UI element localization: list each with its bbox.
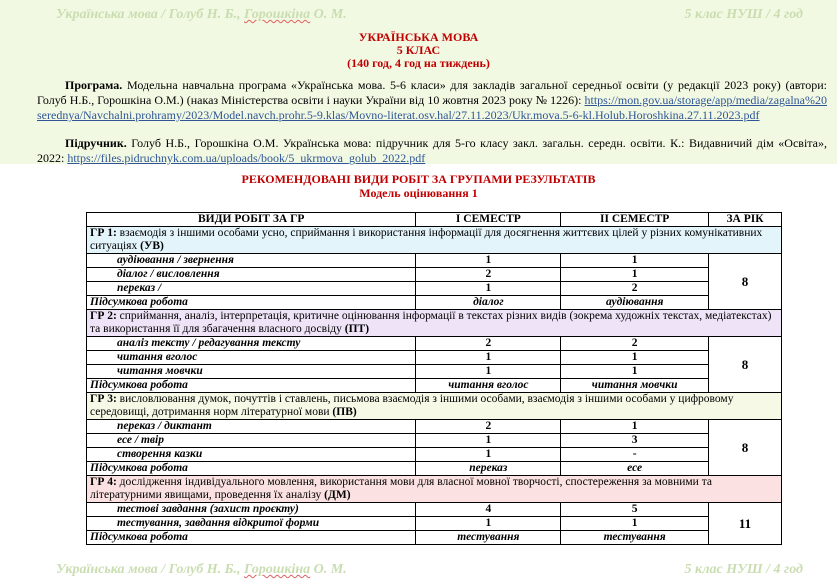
total-label: Підсумкова робота [87, 531, 416, 545]
program-paragraph [37, 78, 827, 123]
semester1-cell: 2 [416, 337, 561, 351]
work-type-cell: читання мовчки [87, 365, 416, 379]
table-row [87, 268, 782, 282]
work-type-cell: аудіювання / звернення [87, 254, 416, 268]
semester1-cell: 4 [416, 503, 561, 517]
semester1-cell: 1 [416, 517, 561, 531]
semester1-cell: 1 [416, 434, 561, 448]
program-text: Модельна навчальна програма «Українська мова. 5-6 класи» для закладів загальної середньої освіти (у редакції 2023 року) (автори: Голуб Н.Б., Горошкіна О.М.) (наказ Міністерства освіти і науки України від 10 жовтня 2023 року № 1226): [37, 78, 827, 107]
table-row [87, 365, 782, 379]
textbook-text: Голуб Н.Б., Горошкіна О.М. Українська мова: підручник для 5-го класу закл. загальн. середн. освіти. К.: Видавничий дім «Освіта», 2022: [37, 136, 827, 165]
table-row [87, 337, 782, 351]
total-row [87, 462, 782, 476]
total-semester2: тестування [561, 531, 709, 545]
work-type-cell: діалог / висловлення [87, 268, 416, 282]
work-type-cell: тестування, завдання відкритої форми [87, 517, 416, 531]
work-type-cell: аналіз тексту / редагування тексту [87, 337, 416, 351]
results-table [86, 212, 782, 545]
semester1-cell: 1 [416, 351, 561, 365]
table-header-row [87, 213, 782, 227]
work-type-cell: есе / твір [87, 434, 416, 448]
semester1-cell: 1 [416, 254, 561, 268]
year-total-cell: 11 [709, 503, 782, 545]
semester1-cell: 2 [416, 268, 561, 282]
total-row [87, 296, 782, 310]
textbook-link[interactable]: https://files.pidruchnyk.com.ua/uploads/book/5_ukrmova_golub_2022.pdf [67, 151, 426, 165]
table-header-cell: ВИДИ РОБІТ ЗА ГР [87, 213, 416, 227]
total-semester1: читання вголос [416, 379, 561, 393]
semester1-cell: 1 [416, 448, 561, 462]
work-type-cell: переказ / [87, 282, 416, 296]
table-header-cell: І СЕМЕСТР [416, 213, 561, 227]
table-row [87, 282, 782, 296]
running-header-left: Українська мова / Голуб Н. Б., Горошкіна О. М. [56, 7, 347, 22]
table-row [87, 420, 782, 434]
work-type-cell: тестові завдання (захист проєкту) [87, 503, 416, 517]
semester1-cell: 2 [416, 420, 561, 434]
group-row [87, 476, 782, 503]
total-semester2: аудіювання [561, 296, 709, 310]
semester2-cell: 1 [561, 351, 709, 365]
semester2-cell: 5 [561, 503, 709, 517]
year-total-cell: 8 [709, 420, 782, 476]
total-row [87, 379, 782, 393]
semester2-cell: 1 [561, 517, 709, 531]
group-description: ГР 2: сприймання, аналіз, інтерпретація, критичне оцінювання інформації в текстах різних видів (зокрема художніх текстах, медіатекстах) та використання її для збагачення власного досвіду (ПТ) [87, 310, 782, 337]
table-row [87, 448, 782, 462]
work-type-cell: читання вголос [87, 351, 416, 365]
total-label: Підсумкова робота [87, 296, 416, 310]
semester2-cell: 2 [561, 282, 709, 296]
doc-title: УКРАЇНСЬКА МОВА [358, 30, 479, 44]
table-row [87, 517, 782, 531]
semester2-cell: 1 [561, 254, 709, 268]
year-total-cell: 8 [709, 337, 782, 393]
group-description: ГР 4: дослідження індивідуального мовлення, використання мови для власної мовної творчості, спостереження за мовними та літературними явищами, проведення їх аналізу (ДМ) [87, 476, 782, 503]
group-row [87, 227, 782, 254]
group-description: ГР 3: висловлювання думок, почуттів і ставлень, письмова взаємодія з іншими особами, взаємодія з іншими особами у цифровому середовищі, дотримання норм літературної мови (ПВ) [87, 393, 782, 420]
semester2-cell: - [561, 448, 709, 462]
total-semester2: есе [561, 462, 709, 476]
running-header-right: 5 клас НУШ / 4 год [684, 7, 803, 22]
group-row [87, 393, 782, 420]
section-title: РЕКОМЕНДОВАНІ ВИДИ РОБІТ ЗА ГРУПАМИ РЕЗУЛЬТАТІВ [241, 172, 596, 186]
semester1-cell: 1 [416, 282, 561, 296]
table-row [87, 254, 782, 268]
running-footer [0, 560, 837, 583]
total-label: Підсумкова робота [87, 462, 416, 476]
doc-hours: (140 год, 4 год на тиждень) [347, 56, 490, 70]
group-description: ГР 1: взаємодія з іншими особами усно, сприймання і використання інформації для досягнення життєвих цілей у різних комунікативних ситуаціях (УВ) [87, 227, 782, 254]
total-semester1: тестування [416, 531, 561, 545]
program-label: Програма. [65, 78, 123, 92]
program-link[interactable]: https://mon.gov.ua/storage/app/media/zagalna%20serednya/Navchalni.prohramy/2023/Model.navch.prohr.5-9.klas/Movno-literat.osv.hal/27.11.2023/Ukr.mova.5-6-kl.Holub.Horoshkina.27.11.2023.pdf [37, 93, 828, 122]
semester2-cell: 2 [561, 337, 709, 351]
total-semester1: переказ [416, 462, 561, 476]
semester2-cell: 1 [561, 268, 709, 282]
year-total-cell: 8 [709, 254, 782, 310]
group-row [87, 310, 782, 337]
table-row [87, 503, 782, 517]
table-row [87, 351, 782, 365]
running-footer-left: Українська мова / Голуб Н. Б., Горошкіна О. М. [56, 562, 347, 577]
doc-grade: 5 КЛАС [396, 43, 441, 57]
work-type-cell: переказ / диктант [87, 420, 416, 434]
semester2-cell: 1 [561, 420, 709, 434]
table-header-cell: ІІ СЕМЕСТР [561, 213, 709, 227]
total-label: Підсумкова робота [87, 379, 416, 393]
total-row [87, 531, 782, 545]
table-row [87, 434, 782, 448]
total-semester2: читання мовчки [561, 379, 709, 393]
section-subtitle: Модель оцінювання 1 [359, 186, 478, 200]
running-footer-right: 5 клас НУШ / 4 год [684, 562, 803, 577]
textbook-label: Підручник. [65, 136, 127, 150]
textbook-paragraph [37, 136, 827, 166]
total-semester1: діалог [416, 296, 561, 310]
semester2-cell: 3 [561, 434, 709, 448]
work-type-cell: створення казки [87, 448, 416, 462]
semester2-cell: 1 [561, 365, 709, 379]
running-header [0, 0, 837, 28]
table-header-cell: ЗА РІК [709, 213, 782, 227]
semester1-cell: 1 [416, 365, 561, 379]
